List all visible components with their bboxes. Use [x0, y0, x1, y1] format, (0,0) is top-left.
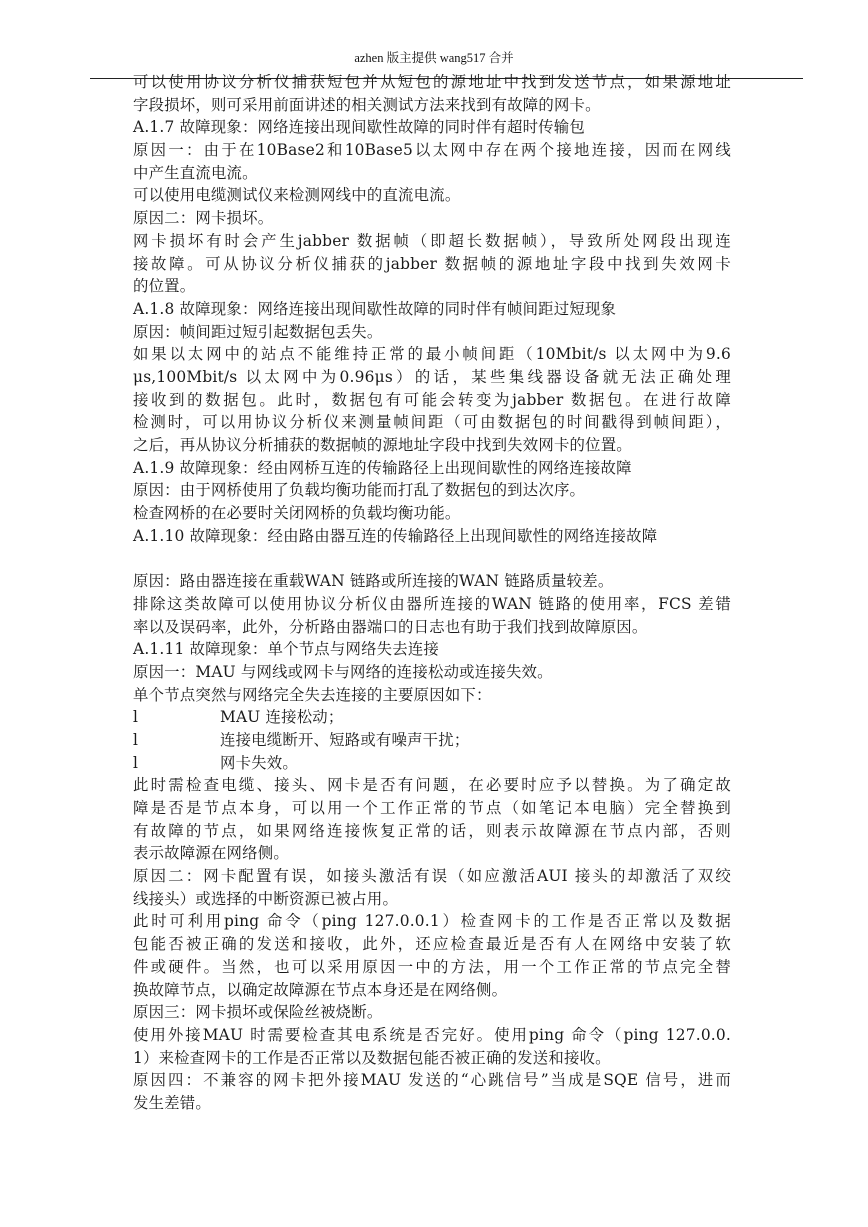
- text-line: 此时需检查电缆、接头、网卡是否有问题，在必要时应予以替换。为了确定故: [133, 776, 731, 795]
- bullet-item: [133, 752, 731, 775]
- section-heading: A.1.9 故障现象：经由网桥互连的传输路径上出现间歇性的网络连接故障: [133, 458, 632, 477]
- text-line: 可以使用电缆测试仪来检测网线中的直流电流。: [133, 186, 461, 205]
- text-line: 的位置。: [133, 277, 196, 296]
- text-line: μs,100Mbit/s 以太网中为0.96μs）的话，某些集线器设备就无法正确处理: [133, 367, 731, 386]
- text-line: 原因四：不兼容的网卡把外接MAU 发送的“心跳信号”当成是SQE 信号，进而: [133, 1071, 731, 1090]
- text-line: 有故障的节点，如果网络连接恢复正常的话，则表示故障源在节点内部，否则: [133, 821, 731, 840]
- text-line: 线接头）或选择的中断资源已被占用。: [133, 889, 399, 908]
- text-line: 检查网桥的在必要时关闭网桥的负载均衡功能。: [133, 504, 461, 523]
- bullet-text: 连接电缆断开、短路或有噪声干扰；: [220, 730, 470, 749]
- document-body: [133, 71, 731, 1115]
- bullet-item: [133, 729, 731, 752]
- text-line: 字段损坏，则可采用前面讲述的相关测试方法来找到有故障的网卡。: [133, 95, 601, 114]
- section-heading: A.1.11 故障现象：单个节点与网络失去连接: [133, 640, 440, 659]
- text-line: 原因二：网卡损坏。: [133, 209, 274, 228]
- text-line: 原因：帧间距过短引起数据包丢失。: [133, 322, 383, 341]
- text-line: 率以及误码率，此外，分析路由器端口的日志也有助于我们找到故障原因。: [133, 617, 648, 636]
- bullet-mark: l: [133, 730, 139, 749]
- section-heading: A.1.10 故障现象：经由路由器互连的传输路径上出现间歇性的网络连接故障: [133, 526, 658, 545]
- text-line: 原因三：网卡损坏或保险丝被烧断。: [133, 1003, 383, 1022]
- text-line: 单个节点突然与网络完全失去连接的主要原因如下：: [133, 685, 492, 704]
- text-line: 接收到的数据包。此时，数据包有可能会转变为jabber 数据包。在进行故障: [133, 390, 731, 409]
- text-line: 网卡损坏有时会产生jabber 数据帧（即超长数据帧），导致所处网段出现连: [133, 231, 731, 250]
- text-line: 中产生直流电流。: [133, 163, 258, 182]
- bullet-text: MAU 连接松动；: [220, 708, 344, 727]
- text-line: 发生差错。: [133, 1093, 211, 1112]
- text-line: 原因：由于网桥使用了负载均衡功能而打乱了数据包的到达次序。: [133, 481, 586, 500]
- text-line: 换故障节点，以确定故障源在节点本身还是在网络侧。: [133, 980, 508, 999]
- text-line: 1）来检查网卡的工作是否正常以及数据包能否被正确的发送和接收。: [133, 1048, 611, 1067]
- text-line: 使用外接MAU 时需要检查其电系统是否完好。使用ping 命令（ping 127.0.0.: [133, 1025, 731, 1044]
- bullet-mark: l: [133, 753, 139, 772]
- text-line: 检测时，可以用协议分析仪来测量帧间距（可由数据包的时间戳得到帧间距），: [133, 413, 731, 432]
- bullet-text: 网卡失效。: [220, 753, 298, 772]
- bullet-item: [133, 706, 731, 729]
- text-line: 原因二：网卡配置有误，如接头激活有误（如应激活AUI 接头的却激活了双绞: [133, 867, 731, 886]
- text-line: 包能否被正确的发送和接收，此外，还应检查最近是否有人在网络中安装了软: [133, 935, 731, 954]
- text-line: 之后，再从协议分析捕获的数据帧的源地址字段中找到失效网卡的位置。: [133, 436, 632, 454]
- text-line: 此时可利用ping 命令（ping 127.0.0.1）检查网卡的工作是否正常以及数据: [133, 912, 731, 931]
- text-line: 原因：路由器连接在重载WAN 链路或所连接的WAN 链路质量较差。: [133, 572, 614, 591]
- section-heading: A.1.8 故障现象：网络连接出现间歇性故障的同时伴有帧间距过短现象: [133, 299, 617, 318]
- text-line: 接故障。可从协议分析仪捕获的jabber 数据帧的源地址字段中找到失效网卡: [133, 254, 731, 273]
- text-line: 原因一：由于在10Base2和10Base5以太网中存在两个接地连接，因而在网线: [133, 141, 731, 160]
- page-header: azhen 版主提供 wang517 合并: [354, 51, 514, 65]
- text-line: 障是否是节点本身，可以用一个工作正常的节点（如笔记本电脑）完全替换到: [133, 799, 731, 817]
- section-heading: A.1.7 故障现象：网络连接出现间歇性故障的同时伴有超时传输包: [133, 118, 585, 137]
- text-line: 排除这类故障可以使用协议分析仪由器所连接的WAN 链路的使用率，FCS 差错: [133, 594, 731, 613]
- blank-line: [133, 547, 731, 570]
- text-line: 原因一：MAU 与网线或网卡与网络的连接松动或连接失效。: [133, 662, 553, 681]
- bullet-mark: l: [133, 708, 139, 727]
- text-line: 可以使用协议分析仪捕获短包并从短包的源地址中找到发送节点，如果源地址: [133, 73, 731, 91]
- text-line: 如果以太网中的站点不能维持正常的最小帧间距（10Mbit/s 以太网中为9.6: [133, 345, 731, 364]
- text-line: 表示故障源在网络侧。: [133, 844, 289, 863]
- text-line: 件或硬件。当然，也可以采用原因一中的方法，用一个工作正常的节点完全替: [133, 957, 731, 976]
